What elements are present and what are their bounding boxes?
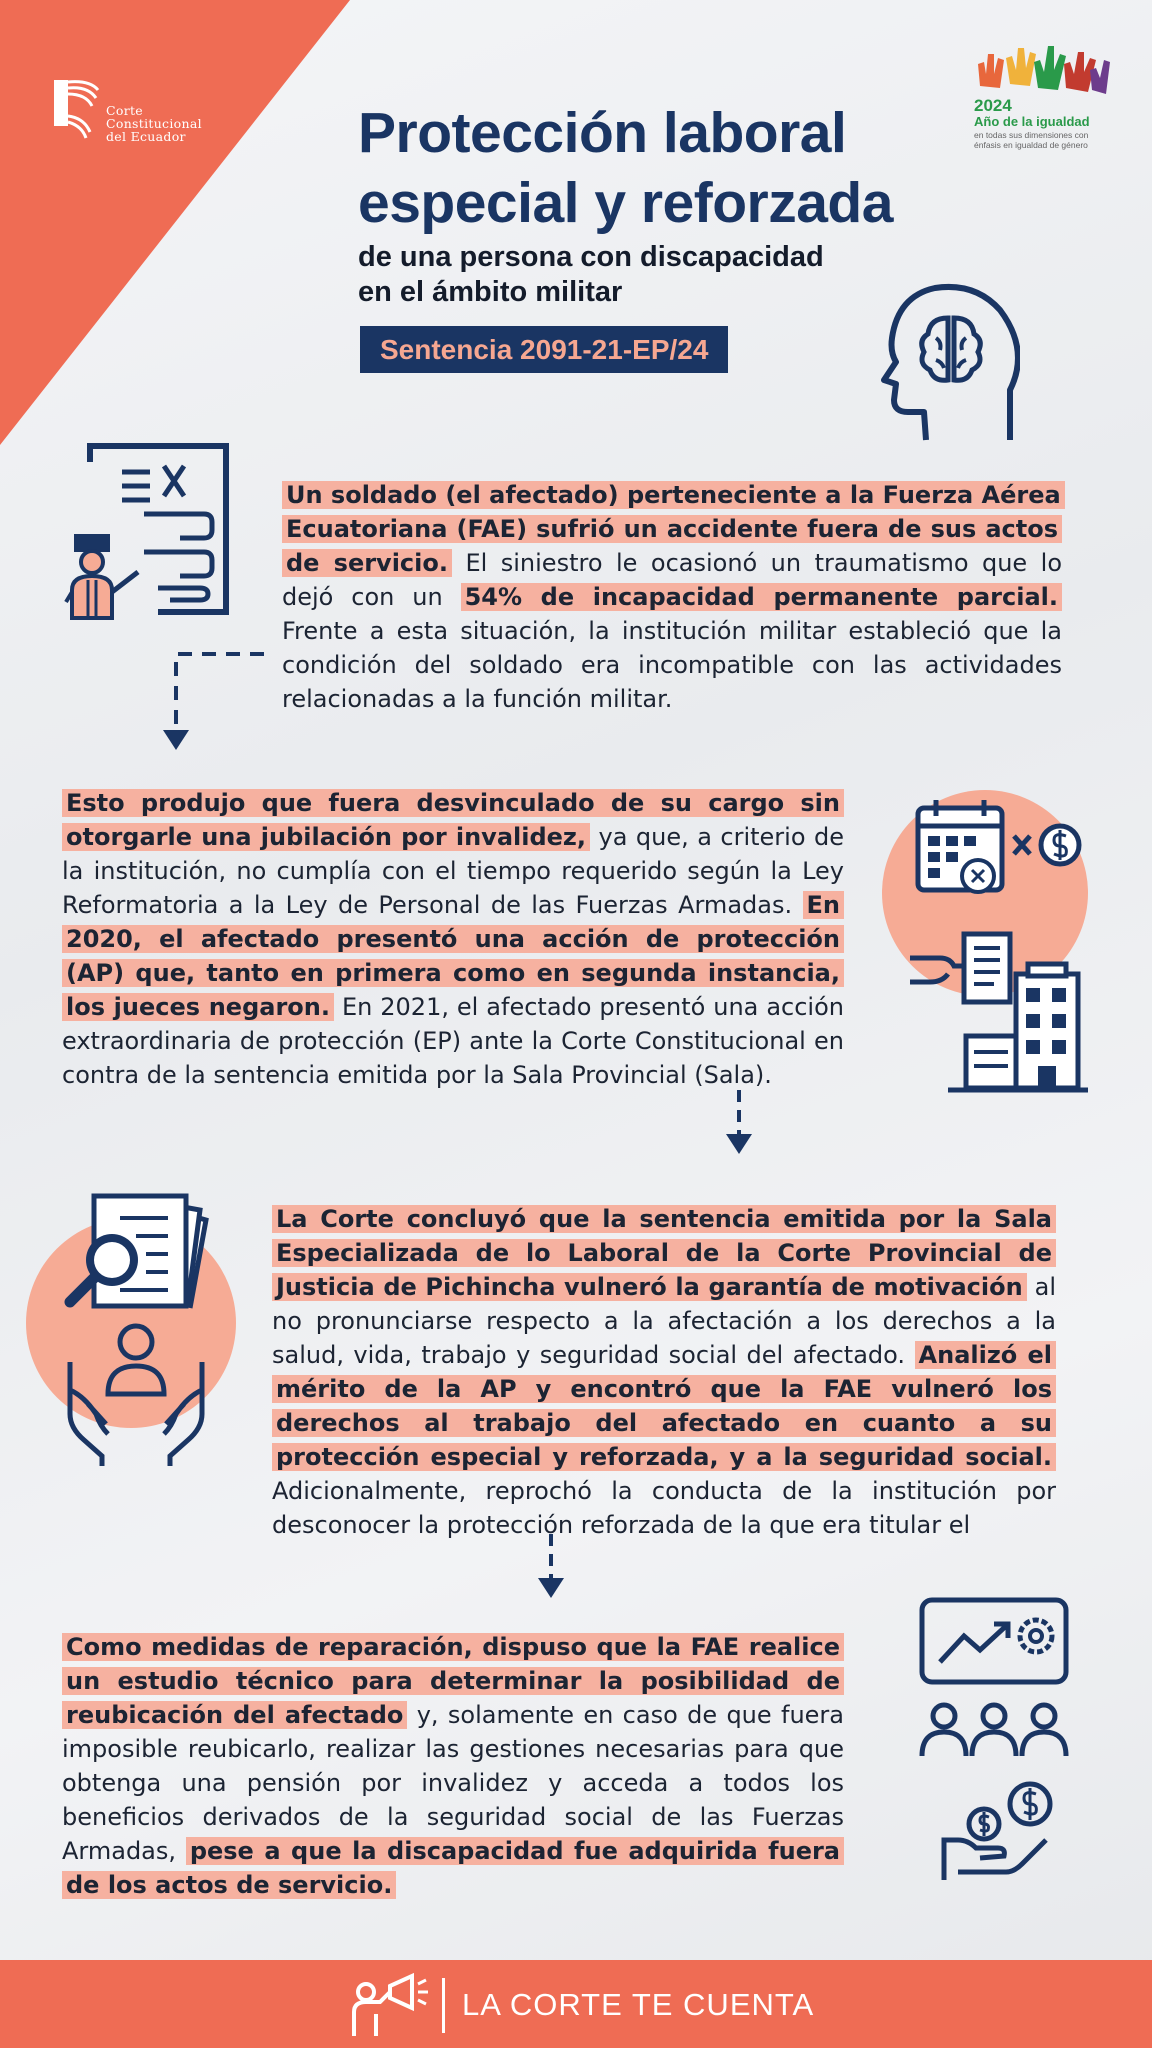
badge-year: 2024 [974,96,1012,115]
subtitle-line-2: en el ámbito militar [358,276,623,308]
badge-line-1: en todas sus dimensiones con [974,130,1089,140]
badge-title: Año de la igualdad [974,114,1090,129]
section-2-text-2: En 2021, el afectado presentó una acción extraordinaria de protección (EP) ante la Corte Constitucional en contra de la sentencia emitida por la Sala Provincial (Sala). [62,993,844,1089]
document-search-person-icon [60,1190,230,1470]
section-3-text [272,1202,1056,1542]
case-number-badge: Sentencia 2091-21-EP/24 [360,326,728,373]
section-1-highlight-2: 54% de incapacidad permanente parcial. [461,583,1062,611]
raised-hands-icon [972,44,1117,100]
section-4-text [62,1630,844,1902]
dashed-arrow-icon [160,648,270,754]
section-4-text-1: y, solamente en caso de que fuera imposible reubicarlo, realizar las gestiones necesarias para que obtenga una pensión por invalidez y acceda a todos los beneficios derivados de la seguridad social de las Fuerzas Armadas, [62,1701,844,1865]
page-title [358,98,958,238]
section-3-highlight-1: La Corte concluyó que la sentencia emitida por la Sala Especializada de lo Laboral de la Corte Provincial de Justicia de Pichincha vulneró la garantía de motivación [272,1205,1056,1301]
footer-separator [442,1978,445,2033]
title-line-2: especial y reforzada [358,171,893,235]
logo-line-1: Corte [106,103,143,118]
growth-team-money-icon [910,1596,1080,1886]
soldier-document-icon [60,442,240,622]
section-2-highlight-1: Esto produjo que fuera desvinculado de su cargo sin otorgarle una jubilación por invalidez, [62,789,844,851]
brain-head-icon [880,280,1020,450]
section-1-highlight-1: Un soldado (el afectado) perteneciente a la Fuerza Aérea Ecuatoriana (FAE) sufrió un accidente fuera de sus actos de servicio. [282,481,1065,577]
dashed-arrow-down-icon [536,1532,566,1602]
section-1-text [282,478,1062,716]
section-1-text-1: El siniestro le ocasionó un traumatismo que lo dejó con un [282,549,1063,611]
logo-mark-icon [52,76,102,146]
logo-line-3: del Ecuador [106,129,186,144]
dashed-arrow-down-icon [724,1088,754,1158]
title-line-1: Protección laboral [358,101,847,165]
page-subtitle [358,240,918,310]
section-4-highlight-2: pese a que la discapacidad fue adquirida fuera de los actos de servicio. [62,1837,844,1899]
section-1-text-2: Frente a esta situación, la institución militar estableció que la condición del soldado era incompatible con las actividades relacionadas a la función militar. [282,617,1062,713]
corner-triangle [0,0,350,445]
subtitle-line-1: de una persona con discapacidad [358,241,824,273]
section-3-text-1: al no pronunciarse respecto a la afectación a los derechos a la salud, vida, trabajo y seguridad social del afectado. [272,1273,1056,1369]
logo-line-2: Constitucional [106,116,202,131]
section-2-highlight-2: En 2020, el afectado presentó una acción de protección (AP) que, tanto en primera como en segunda instancia, los jueces negaron. [62,891,844,1021]
calendar-building-icon [908,796,1088,1096]
section-2-text-1: ya que, a criterio de la institución, no cumplía con el tiempo requerido según la Ley Reformatoria a la Ley de Personal de las Fuerzas Armadas. [62,823,844,919]
section-3-highlight-2: Analizó el mérito de la AP y encontró que la FAE vulneró los derechos al trabajo del afectado en cuanto a su protección especial y reforzada, y a la seguridad social. [272,1341,1056,1471]
section-2-text [62,786,844,1092]
section-4-highlight-1: Como medidas de reparación, dispuso que la FAE realice un estudio técnico para determinar la posibilidad de reubicación del afectado [62,1633,844,1729]
year-equality-badge [972,44,1117,159]
megaphone-person-icon [350,1972,430,2038]
corte-logo [52,76,242,156]
badge-line-2: énfasis en igualdad de género [974,140,1088,150]
section-3-text-2: Adicionalmente, reprochó la conducta de la institución por desconocer la protección reforzada de la que era titular el [272,1477,1056,1539]
footer-label: LA CORTE TE CUENTA [462,1987,815,2022]
